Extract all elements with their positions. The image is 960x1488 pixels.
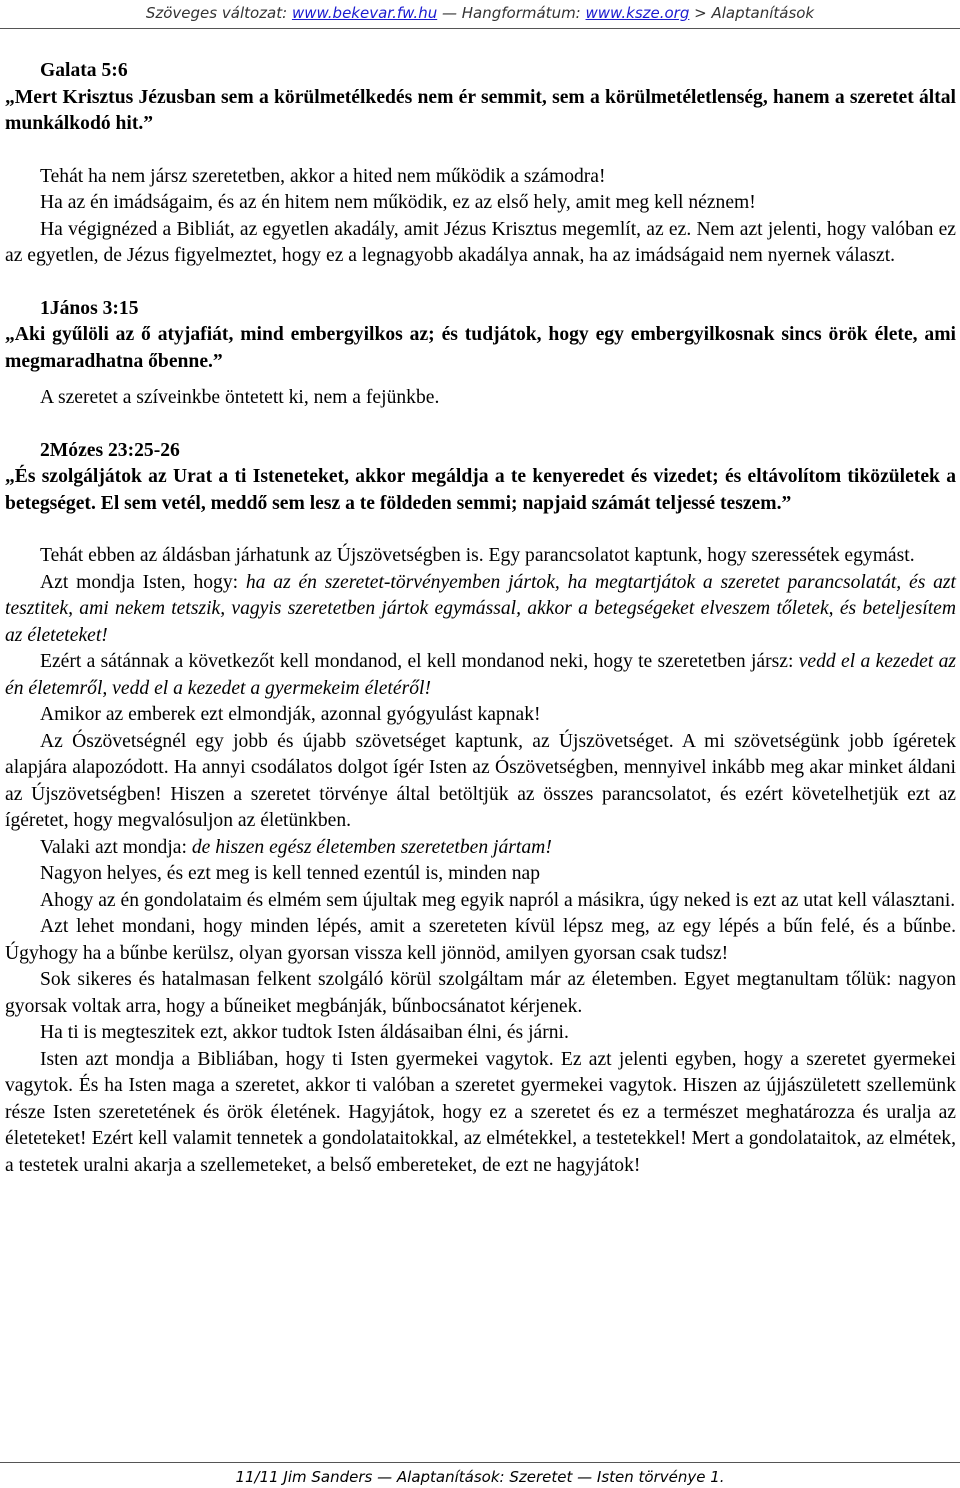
paragraph-7-lead: Ezért a sátánnak a következőt kell mondanod, el kell mondanod neki, hogy te szeretetben jársz: [40, 651, 799, 672]
spacer [5, 517, 956, 543]
paragraph-8: Amikor az emberek ezt elmondják, azonnal gyógyulást kapnak! [40, 704, 541, 725]
paragraph-14: Sok sikeres és hatalmasan felkent szolgáló körül szolgáltam már az életemben. Egyet megtanultam tőlük: nagyon gyorsak voltak arra, hogy a bűneiket megbánják, bűnbocsánatot kérjenek. [5, 969, 956, 1017]
exodus-reference: 2Mózes 23:25-26 [40, 439, 180, 461]
exodus-quote: „És szolgáljátok az Urat a ti Isteneteket, akkor megáldja a te kenyeredet és vizedet; és eltávolítom tiközületek a betegséget. El sem vetél, meddő sem lesz a te földeden semmi; napjaid számát teljessé teszem.” [5, 466, 956, 514]
john-quote: „Aki gyűlöli az ő atyjafiát, mind embergyilkos az; és tudjátok, hogy egy embergyilkosnak sincs örök élete, ami megmaradhatna őbenne.” [5, 324, 956, 372]
paragraph-4: A szeretet a szíveinkbe öntetett ki, nem a fejünkbe. [40, 387, 440, 408]
paragraph-7-italic: vedd el a kezedet az én életemről, vedd el a kezedet a gyermekeim életéről! [5, 651, 956, 699]
paragraph-12: Ahogy az én gondolataim és elmém sem újultak meg egyik napról a másikra, úgy neked is ezt az utat kell választani. [40, 889, 956, 911]
paragraph-6-lead: Azt mondja Isten, hogy: [40, 571, 246, 593]
paragraph-10-lead: Valaki azt mondja: [40, 836, 192, 858]
header-suffix: > Alaptanítások [689, 4, 815, 22]
galata-reference: Galata 5:6 [40, 60, 128, 81]
spacer [5, 138, 956, 164]
header-middle: — Hangformátum: [437, 4, 586, 22]
spacer [5, 412, 956, 438]
paragraph-13: Azt lehet mondani, hogy minden lépés, amit a szereteten kívül lépsz meg, az egy lépés a bűn felé, és a bűnbe. Úgyhogy ha a bűnbe kerülsz, olyan gyorsan vissza kell jönnöd, amilyen gyorsan csak tudsz! [5, 916, 956, 964]
paragraph-3: Ha végignézed a Bibliát, az egyetlen akadály, amit Jézus Krisztus megemlít, az ez. Nem azt jelenti, hogy valóban ez az egyetlen, de Jézus figyelmeztet, hogy ez a legnagyobb akadálya annak, ha az imádságaid nem nyernek választ. [5, 218, 956, 266]
header-prefix: Szöveges változat: [145, 4, 292, 22]
paragraph-2: Ha az én imádságaim, és az én hitem nem működik, ez az első hely, amit meg kell néznem! [40, 192, 756, 213]
paragraph-1: Tehát ha nem jársz szeretetben, akkor a hited nem működik a számodra! [40, 165, 606, 187]
header-divider [0, 28, 960, 29]
paragraph-6 [5, 570, 956, 650]
spacer [5, 375, 956, 385]
bekevar-link[interactable]: www.bekevar.fw.hu [291, 4, 438, 22]
john-reference: 1János 3:15 [40, 297, 139, 319]
page-footer: 11/11 Jim Sanders — Alaptanítások: Szeretet — Isten törvénye 1. [235, 1468, 725, 1486]
paragraph-9: Az Ószövetségnél egy jobb és újabb szövetséget kaptunk, az Újszövetséget. A mi szövetségünk jobb ígéretek alapjára alapozódott. Ha annyi csodálatos dolgot ígér Isten az Ószövetségben, mennyivel inkább meg akar minket áldani az Újszövetségben! Hiszen a szeretet törvénye által betöltjük az összes parancsolatot, és ezért követelhetjük ezt az ígéretet, hogy megvalósuljon az életünkben. [5, 730, 956, 831]
paragraph-15: Ha ti is megteszitek ezt, akkor tudtok Isten áldásaiban élni, és járni. [40, 1022, 569, 1043]
document-body [5, 58, 956, 1179]
paragraph-10-italic: de hiszen egész életemben szeretetben jártam! [191, 836, 552, 858]
ksze-link[interactable]: www.ksze.org [585, 4, 690, 22]
paragraph-16: Isten azt mondja a Bibliában, hogy ti Isten gyermekei vagytok. Ez azt jelenti egyben, hogy a szeretet gyermekei vagytok. És ha Isten maga a szeretet, akkor ti valóban a szeretet gyermekei vagytok. Hiszen az újjászületett szellemünk része Isten szeretetének és örök életének. Hagyjátok, hogy ez a szeretet és ez a természet meghatározza és uralja az életeteket! Ezért kell valamit tennetek a gondolataitokkal, az elmétekkel, a testetekkel! Mert a gondolataitok, az elmétek, a testetek uralni akarja a szellemeteket, a belső embereteket, de ezt ne hagyjátok! [5, 1048, 956, 1176]
page-header [0, 4, 960, 22]
paragraph-10 [5, 835, 956, 862]
paragraph-7 [5, 649, 956, 702]
paragraph-5: Tehát ebben az áldásban járhatunk az Újszövetségben is. Egy parancsolatot kaptunk, hogy szeressétek egymást. [40, 545, 915, 566]
paragraph-6-italic: ha az én szeretet-törvényemben jártok, ha megtartjátok a szeretet parancsolatát, és azt tesztitek, ami nekem tetszik, vagyis szeretetben jártok egymással, akkor a betegségeket elveszem tőletek, és beteljesítem az életeteket! [5, 571, 956, 646]
footer-divider [0, 1462, 960, 1463]
paragraph-11: Nagyon helyes, és ezt meg is kell tenned ezentúl is, minden nap [40, 863, 541, 884]
galata-quote: „Mert Krisztus Jézusban sem a körülmetélkedés nem ér semmit, sem a körülmetéletlenség, hanem a szeretet által munkálkodó hit.” [5, 86, 956, 134]
spacer [5, 270, 956, 296]
